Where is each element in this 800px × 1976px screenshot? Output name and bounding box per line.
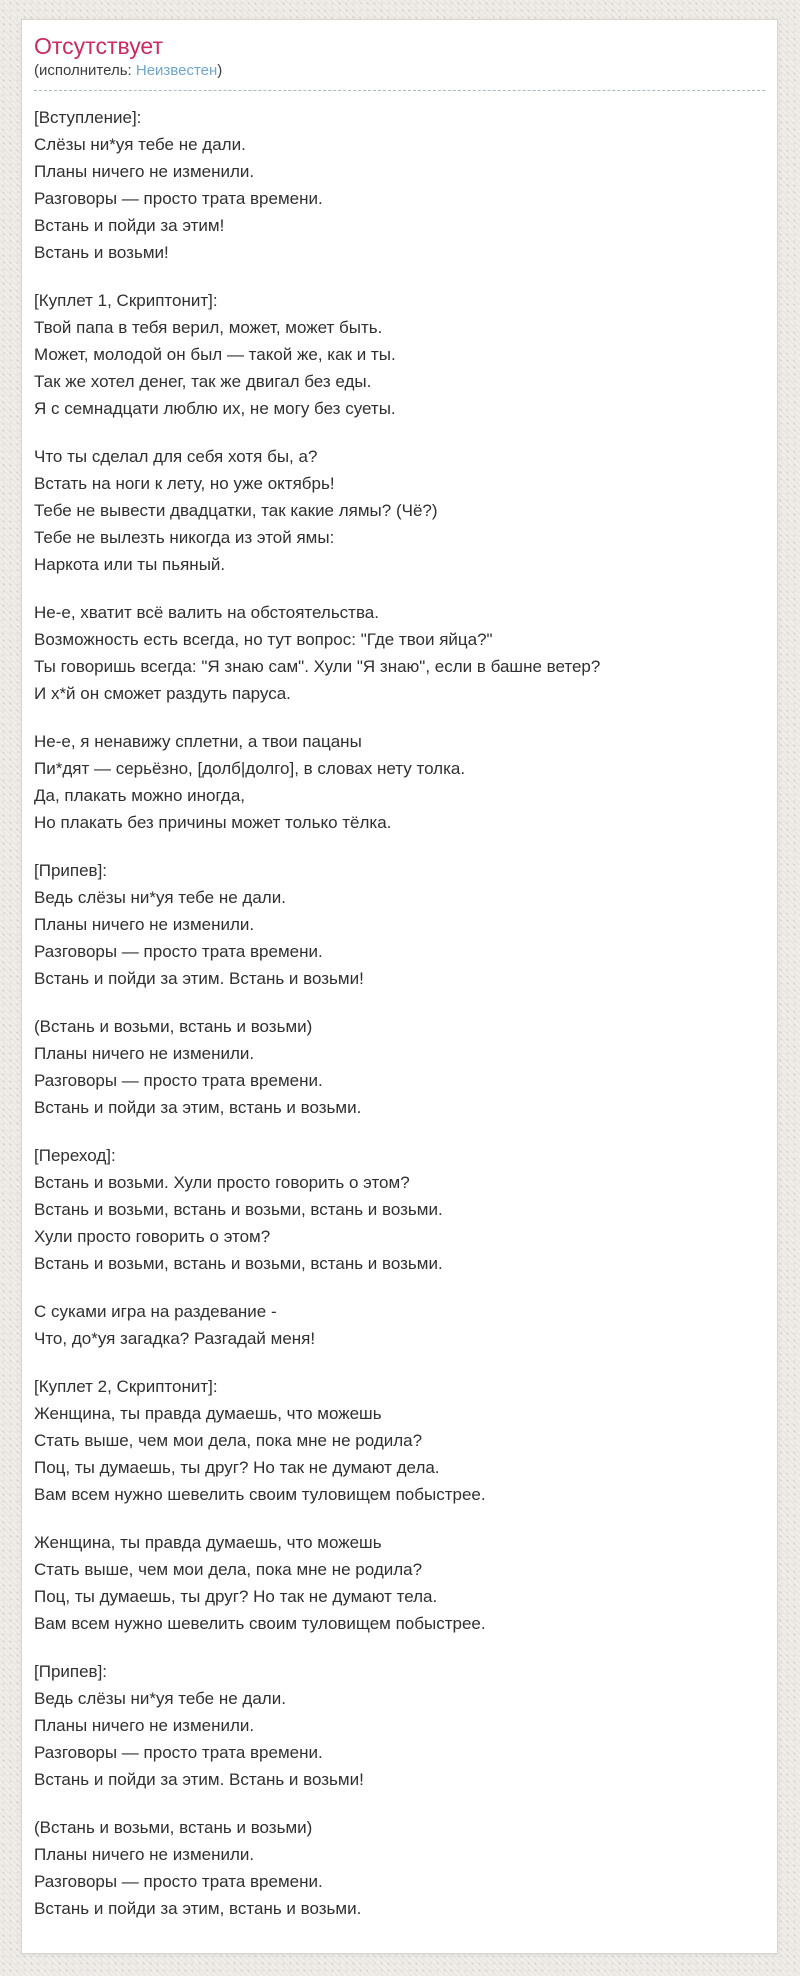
stanza: [Куплет 2, Скриптонит]: Женщина, ты правда думаешь, что можешь Стать выше, чем мои дела, пока мне не родила? Поц, ты думаешь, ты друг? Но так не думают дела. Вам всем нужно шевелить своим туловищем побыстрее. <box>34 1377 486 1504</box>
song-title: Отсутствует <box>34 33 163 59</box>
stanza: (Встань и возьми, встань и возьми) Планы ничего не изменили. Разговоры — просто трата времени. Встань и пойди за этим, встань и возьми. <box>34 1017 362 1117</box>
lyrics-card <box>21 19 778 1954</box>
stanza: [Переход]: Встань и возьми. Хули просто говорить о этом? Встань и возьми, встань и возьми, встань и возьми. Хули просто говорить о этом? Встань и возьми, встань и возьми, встань и возьми. <box>34 1146 443 1273</box>
stanza: Женщина, ты правда думаешь, что можешь Стать выше, чем мои дела, пока мне не родила? Поц, ты думаешь, ты друг? Но так не думают тела. Вам всем нужно шевелить своим туловищем побыстрее. <box>34 1533 486 1633</box>
lyrics-text <box>34 91 765 1922</box>
stanza: [Припев]: Ведь слёзы ни*уя тебе не дали. Планы ничего не изменили. Разговоры — просто трата времени. Встань и пойди за этим. Встань и возьми! <box>34 1662 364 1789</box>
artist-line <box>34 61 765 91</box>
stanza: (Встань и возьми, встань и возьми) Планы ничего не изменили. Разговоры — просто трата времени. Встань и пойди за этим, встань и возьми. <box>34 1818 362 1918</box>
stanza: [Вступление]: Слёзы ни*уя тебе не дали. Планы ничего не изменили. Разговоры — просто трата времени. Встань и пойди за этим! Встань и возьми! <box>34 108 323 262</box>
stanza: Не-е, хватит всё валить на обстоятельства. Возможность есть всегда, но тут вопрос: "Где твои яйца?" Ты говоришь всегда: "Я знаю сам". Хули "Я знаю", если в башне ветер? И х*й он сможет раздуть паруса. <box>34 603 601 703</box>
stanza: [Куплет 1, Скриптонит]: Твой папа в тебя верил, может, может быть. Может, молодой он был — такой же, как и ты. Так же хотел денег, так же двигал без еды. Я с семнадцати люблю их, не могу без суеты. <box>34 291 396 418</box>
stanza: С суками игра на раздевание - Что, до*уя загадка? Разгадай меня! <box>34 1302 316 1348</box>
artist-label-suffix: ) <box>217 62 223 79</box>
stanza: Не-е, я ненавижу сплетни, а твои пацаны Пи*дят — серьёзно, [долб|долго], в словах нету толка. Да, плакать можно иногда, Но плакать без причины может только тёлка. <box>34 732 466 832</box>
artist-label: (исполнитель: <box>34 62 136 79</box>
artist-link[interactable]: Неизвестен <box>135 62 218 79</box>
stanza: Что ты сделал для себя хотя бы, а? Встать на ноги к лету, но уже октябрь! Тебе не вывести двадцатки, так какие лямы? (Чё?) Тебе не вылезть никогда из этой ямы: Наркота или ты пьяный. <box>34 447 438 574</box>
stanza: [Припев]: Ведь слёзы ни*уя тебе не дали. Планы ничего не изменили. Разговоры — просто трата времени. Встань и пойди за этим. Встань и возьми! <box>34 861 364 988</box>
